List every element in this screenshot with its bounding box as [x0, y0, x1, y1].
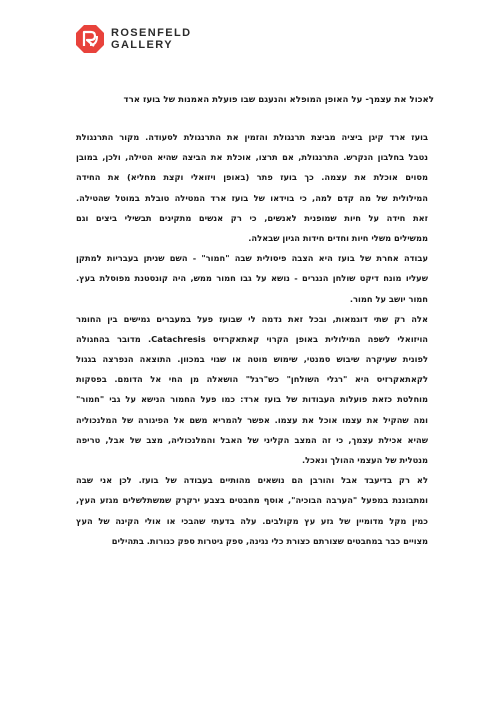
gallery-name-line1: ROSENFELD [111, 27, 192, 39]
gallery-name-line2: GALLERY [111, 39, 173, 51]
article-line: חמור יושב על חמור. [349, 293, 428, 304]
article-line: שהיא אכילת עצמך, כי זה המצב הקליני של האבל והמלנכוליה, מצב של אבל, טריפה [76, 434, 428, 445]
article-line: המילולית של מה קדם למה, כי בוידאו של בועז ארד המטילה טובלת במוטל שהטילה. [76, 192, 428, 203]
article-line: ומה שהקיל את עצמו אוכל את עצמו. אפשר להמריא משם אל הפיגורה של המלנכוליה [76, 414, 428, 425]
article-line: מסוים אוכלת את עצמה. כך בועז פתר (באופן ויזואלי וקצת מחליא) את החידה [76, 172, 428, 183]
article-line: כמין מקל מדומיין של גזע עץ מקולבים. עלה בדעתי שהבכי או אולי הקינה של העץ [76, 515, 428, 526]
article-line: ומתבוננת במפעל "הערבה הבוכיה", אוסף מחבטים בצבע ירקרק שמשתלשלים מגזע העץ, [76, 495, 428, 506]
article-line: לפונית שעיקרה שיבוש סמנטי, שימוש מוטה או שגוי במכוון. התוצאה הנפרצה בגגול [76, 354, 428, 365]
article-line: בועז ארד קיגן ביציה מביצת תרנגולת והזמין את התרנגולת לסעודה. מקור התרנגולת [76, 132, 428, 142]
article-title: לאכול את עצמך- על האופן המופלא והנעגם שבו פועלת האמנות של בועז ארד [123, 95, 434, 105]
article-line: מצויים כבר במחבטים שצורתם כצורת כלי נגינה, ספק גיטרות ספק כנורות. בתהילים [111, 535, 428, 546]
article-line: לקאתאקרזיס היא "רגלי השולחן" כש"רגל" הושאלה מן החי אל הדומם. בפסקות [76, 374, 428, 385]
article-line: שעליו מונח דיקט שולחן הנגרים - נושא על גבו חמור ממש, היה קונסטנת מפוסלת בעץ. [76, 273, 428, 284]
article-line: ממשילים משלי חיות וחדים חידות הגיון שבאלה. [248, 232, 428, 243]
gallery-logo[interactable] [75, 24, 191, 54]
article-line: אלה רק שתי דוגמאות, ובכל זאת נדמה לי שבועז פעל במעברים גמישים בין החומר [76, 313, 428, 324]
article-line: נטבל בחלבון הנקרש. התרנגולת, אם תרצו, אוכלת את הביצה שהיא הטילה, ולכן, במובן [76, 152, 428, 163]
article-line: מנטלית של העצמי ההולך ונאכל. [301, 455, 428, 465]
gallery-name [111, 27, 191, 51]
article-line: עבודה אחרת של בועז היא הצבה פיסולית שבה "חמור" - השם שניתן בעבריות למתקן [76, 253, 428, 264]
article-line: לא רק בדיעבד אבל והורבן הם נושאים מהותיים בעבודה של בועז. לכן אני שבה [76, 475, 428, 486]
article-line: מוחלטת כזאת פועלות העבודות של בועז ארד: כמו פעל החמור הנישא על גבי "חמור" [76, 394, 428, 405]
article-line: זאת חידה על חיות שמופנית לאנשים, כי רק אנשים מתקינים תבשילי ביצים וגם [76, 212, 428, 223]
article-body [76, 127, 428, 551]
article-line: הויזואלי לשפה המילולית באופן הקרוי קאתאקרזיס Catachresis. מדובר בהחגולה [76, 333, 428, 344]
gallery-logo-mark-icon [75, 24, 105, 54]
